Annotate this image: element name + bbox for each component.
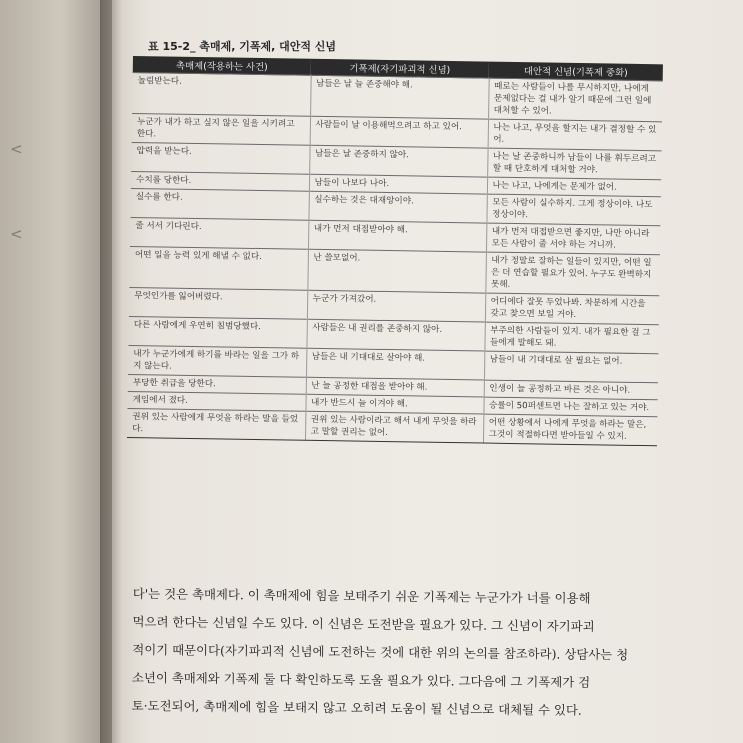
body-line: 먹으려 한다는 신념일 수도 있다. 이 신념은 도전받을 필요가 있다. 그 신념이 자기파괴 [132, 613, 595, 634]
cell-catalyst: 압력을 받는다. [131, 142, 309, 174]
cell-catalyst: 권위 있는 사람에게 무엇을 하라는 말을 들었다. [127, 408, 305, 440]
cell-trigger: 난 쓸모없어. [307, 249, 486, 293]
cell-trigger: 남들이 나보다 나아. [309, 174, 487, 194]
cell-alternative: 승률이 50퍼센트면 나는 잘하고 있는 거야. [483, 397, 657, 417]
cell-trigger: 남들은 날 늘 존중해야 해. [310, 75, 489, 119]
cell-trigger: 누군가 가져갔어. [307, 290, 485, 322]
header-catalyst: 촉매제(작용하는 사건) [133, 56, 311, 75]
cell-catalyst: 놀림받는다. [132, 72, 311, 116]
cell-alternative: 나는 날 존중하니까 남들이 나를 휘두르려고 할 때 단호하게 대처할 거야. [487, 148, 661, 180]
header-alternative: 대안적 신념(기폭제 중화) [489, 62, 663, 81]
body-line: 다'는 것은 촉매제다. 이 촉매제에 힘을 보태주기 쉬운 기폭제는 누군가가 너를 이용해 [132, 585, 591, 606]
cell-catalyst: 누군가 내가 하고 싶지 않은 일을 시키려고 한다. [132, 113, 310, 145]
table-title: 표 15-2_ 촉매제, 기폭제, 대안적 신념 [148, 40, 337, 53]
cell-catalyst: 게임에서 졌다. [127, 391, 305, 411]
cell-catalyst: 수치를 당한다. [131, 171, 309, 191]
body-line: 소년이 촉매제와 기폭제 둘 다 확인하도록 도울 필요가 있다. 그다음에 그 기폭제가 검 [131, 669, 591, 690]
cell-trigger: 사람들이 날 이용해먹으려고 하고 있어. [310, 116, 488, 148]
cell-alternative: 내가 먼저 대접받으면 좋지만, 나만 아니라 모든 사람이 줄 서야 하는 거니까. [486, 223, 660, 255]
left-page-mark: < [10, 225, 23, 243]
cell-catalyst: 부당한 취급을 당한다. [128, 374, 306, 394]
cell-catalyst: 줄 서서 기다린다. [130, 217, 308, 249]
cell-trigger: 내가 먼저 대접받아야 해. [308, 220, 486, 252]
cell-catalyst: 실수를 한다. [130, 188, 308, 220]
cell-alternative: 어떤 상황에서 나에게 무엇을 하라는 말은, 그것이 적절하다면 받아들일 수 있지. [483, 414, 657, 446]
cell-alternative: 나는 나고, 나에게는 문제가 없어. [487, 177, 661, 197]
cell-trigger: 난 늘 공정한 대접을 받아야 해. [306, 377, 484, 397]
cell-catalyst: 무엇인가를 잃어버렸다. [129, 287, 307, 319]
cell-trigger: 남들은 날 존중하지 않아. [309, 145, 487, 177]
left-page-mark: < [10, 140, 23, 158]
left-page [0, 0, 112, 743]
cell-trigger: 실수하는 것은 대재앙이야. [308, 191, 486, 223]
header-trigger: 기폭제(자기파괴적 신념) [311, 59, 489, 78]
cell-alternative: 모든 사람이 실수하지. 그게 정상이야. 나도 정상이야. [486, 194, 660, 226]
book-gutter [100, 0, 122, 743]
cell-catalyst: 내가 누군가에게 하기를 바라는 일을 그가 하지 않는다. [128, 345, 306, 377]
cell-alternative: 남들이 내 기대대로 살 필요는 없어. [484, 351, 658, 383]
cell-trigger: 사람들은 내 권리를 존중하지 않아. [306, 319, 484, 351]
body-line: 토·도전되어, 촉매제에 힘을 보태지 않고 오히려 도움이 될 신념으로 대체될 수 있다. [131, 697, 582, 718]
beliefs-table [127, 56, 663, 446]
cell-alternative: 인생이 늘 공정하고 바른 것은 아니야. [484, 380, 658, 400]
cell-trigger: 권위 있는 사람이라고 해서 내게 무엇을 하라고 말할 권리는 없어. [305, 411, 483, 443]
body-paragraph [132, 580, 693, 726]
cell-alternative: 때로는 사람들이 나를 무시하지만, 나에게 문제없다는 걸 내가 알기 때문에 그런 일에 대처할 수 있어. [488, 78, 663, 122]
cell-alternative: 부주의한 사람들이 있지. 내가 필요한 걸 그들에게 말해도 돼. [484, 322, 658, 354]
cell-alternative: 내가 정말로 잘하는 일들이 있지만, 어떤 일은 더 연습할 필요가 있어. 누구도 완벽하지 못해. [485, 252, 660, 296]
cell-trigger: 내가 반드시 늘 이겨야 해. [305, 394, 483, 414]
cell-catalyst: 어떤 일을 능력 있게 해낼 수 없다. [129, 246, 308, 290]
cell-alternative: 나는 나고, 무엇을 할지는 내가 결정할 수 있어. [488, 119, 662, 151]
cell-catalyst: 다른 사람에게 우연히 침범당했다. [128, 316, 306, 348]
cell-alternative: 어디에다 잘못 두었나봐. 차분하게 시간을 갖고 찾으면 보일 거야. [485, 293, 659, 325]
body-line: 적이기 때문이다(자기파괴적 신념에 도전하는 것에 대한 위의 논의를 참조하라). 상담사는 청 [132, 641, 629, 663]
cell-trigger: 남들은 내 기대대로 살아야 해. [306, 348, 484, 380]
